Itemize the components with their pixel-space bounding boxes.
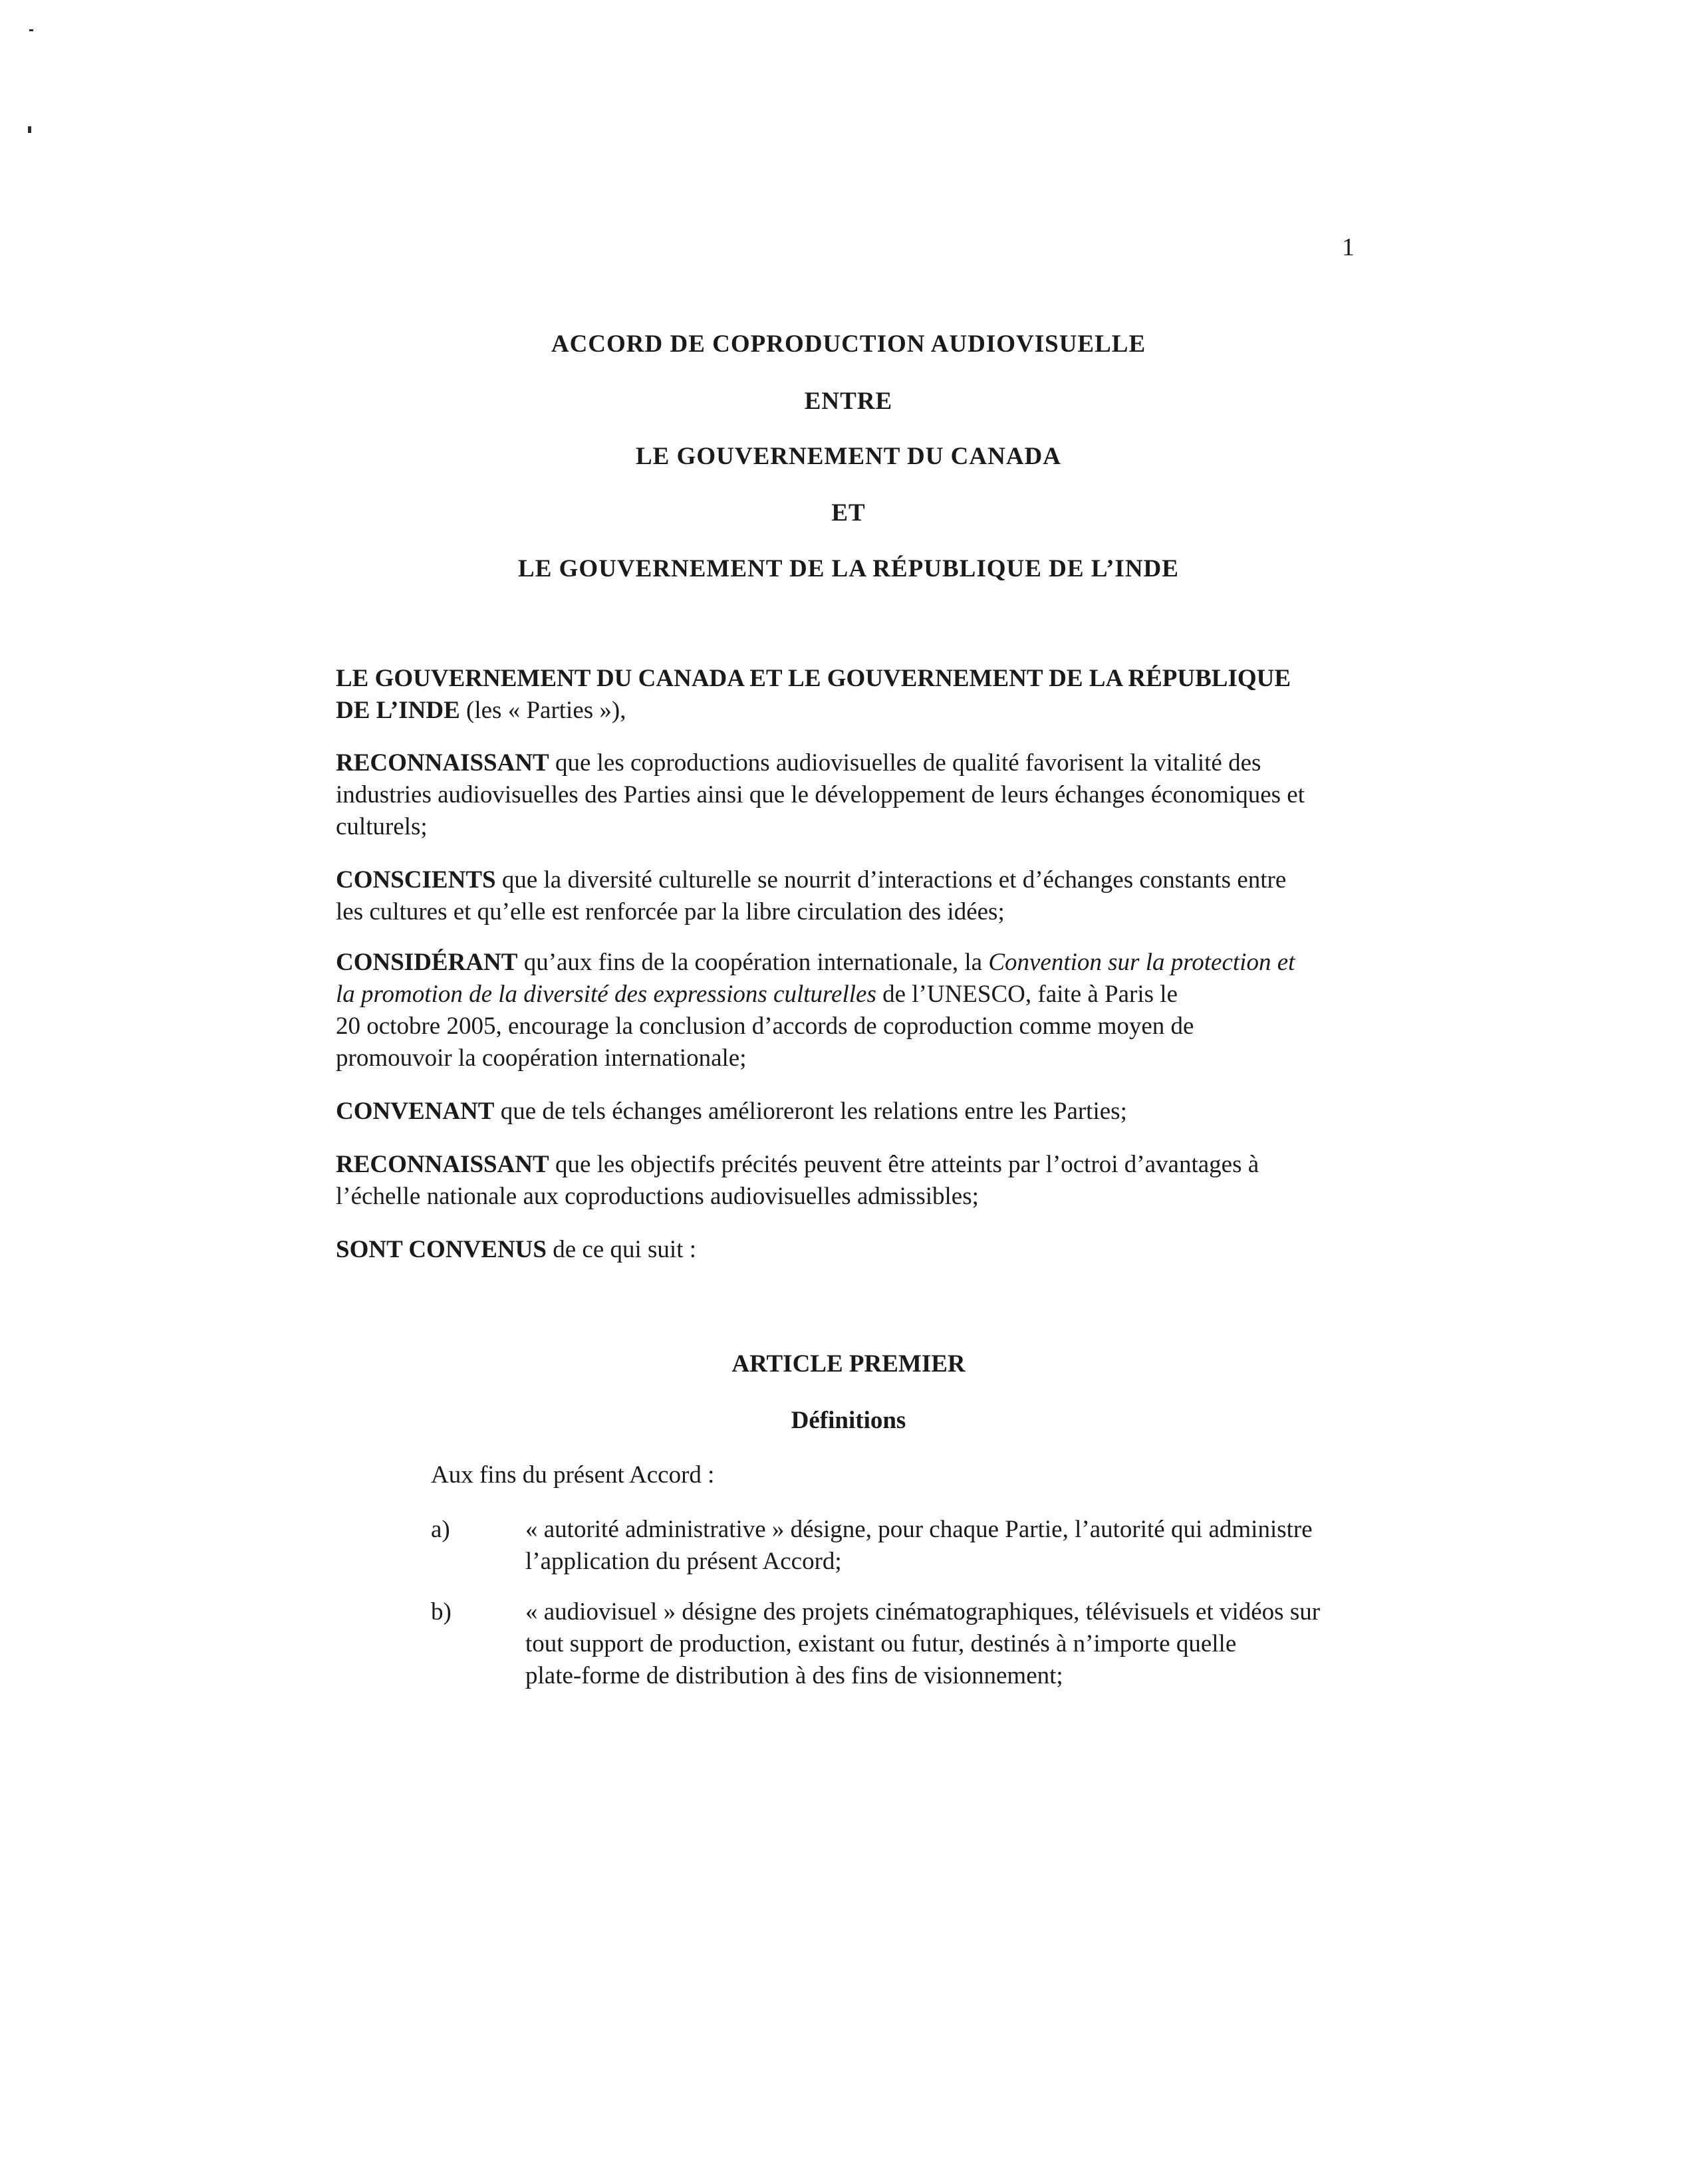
recital-text: que les coproductions audiovisuelles de qualité favorisent la vitalité des — [549, 749, 1261, 777]
recital-lead: CONSIDÉRANT — [336, 949, 518, 976]
recital-text: les cultures et qu’elle est renforcée par la libre circulation des idées; — [336, 898, 1005, 925]
title-line-3: LE GOUVERNEMENT DU CANADA — [636, 443, 1061, 470]
title-line-1: ACCORD DE COPRODUCTION AUDIOVISUELLE — [551, 330, 1146, 358]
recital-text: de ce qui suit : — [546, 1236, 697, 1263]
recital-reconnaissant-1 — [336, 747, 1373, 843]
recital-text: culturels; — [336, 813, 428, 840]
recital-text: l’échelle nationale aux coproductions audiovisuelles admissibles; — [336, 1183, 979, 1210]
recital-sont-convenus — [336, 1234, 1373, 1266]
recital-reconnaissant-2 — [336, 1149, 1373, 1213]
title-line-4: ET — [831, 499, 866, 527]
scan-speck — [29, 29, 33, 31]
title-line-2: ENTRE — [804, 388, 893, 415]
convention-title: Convention sur la protection et — [988, 949, 1295, 976]
definition-label: a) — [431, 1516, 450, 1543]
definition-line: « audiovisuel » désigne des projets cinématographiques, télévisuels et vidéos sur — [525, 1598, 1321, 1626]
recital-lead: CONVENANT — [336, 1098, 495, 1125]
recital-lead: SONT CONVENUS — [336, 1236, 547, 1263]
parties-paragraph — [336, 663, 1373, 727]
recital-text: que les objectifs précités peuvent être atteints par l’octroi d’avantages à — [549, 1151, 1259, 1178]
definition-line: l’application du présent Accord; — [525, 1548, 842, 1575]
recital-lead: CONSCIENTS — [336, 866, 496, 894]
recital-text: que la diversité culturelle se nourrit d’interactions et d’échanges constants entre — [495, 866, 1287, 894]
recital-text: 20 octobre 2005, encourage la conclusion d’accords de coproduction comme moyen de — [336, 1013, 1194, 1040]
recital-text: promouvoir la coopération internationale; — [336, 1044, 747, 1072]
title-line-5: LE GOUVERNEMENT DE LA RÉPUBLIQUE DE L’INDE — [518, 555, 1179, 582]
definition-line: plate-forme de distribution à des fins de visionnement; — [525, 1662, 1063, 1689]
article-intro: Aux fins du présent Accord : — [431, 1461, 715, 1489]
definition-label: b) — [431, 1598, 452, 1626]
article-heading: ARTICLE PREMIER — [731, 1350, 966, 1378]
parties-bold-1: LE GOUVERNEMENT DU CANADA ET LE GOUVERNEMENT DE LA RÉPUBLIQUE — [336, 665, 1291, 692]
parties-bold-2: DE L’INDE — [336, 697, 460, 724]
scan-speck — [28, 126, 31, 133]
convention-title: la promotion de la diversité des expressions culturelles — [336, 981, 876, 1008]
recital-conscients — [336, 864, 1373, 928]
article-subheading: Définitions — [791, 1407, 906, 1434]
recital-text: industries audiovisuelles des Parties ainsi que le développement de leurs échanges économiques et — [336, 781, 1305, 808]
recital-text: qu’aux fins de la coopération internationale, la — [517, 949, 989, 976]
recital-considerant — [336, 947, 1373, 1074]
definition-text — [525, 1596, 1390, 1692]
recital-text: que de tels échanges amélioreront les relations entre les Parties; — [494, 1098, 1127, 1125]
recital-convenant — [336, 1096, 1373, 1128]
recital-text: de l’UNESCO, faite à Paris le — [876, 981, 1178, 1008]
parties-rest: (les « Parties »), — [459, 697, 626, 724]
recital-lead: RECONNAISSANT — [336, 1151, 549, 1178]
page-number: 1 — [1342, 233, 1355, 261]
definition-line: « autorité administrative » désigne, pour chaque Partie, l’autorité qui administre — [525, 1516, 1313, 1543]
recital-lead: RECONNAISSANT — [336, 749, 549, 777]
definition-text — [525, 1514, 1390, 1578]
definition-line: tout support de production, existant ou futur, destinés à n’importe quelle — [525, 1630, 1237, 1657]
